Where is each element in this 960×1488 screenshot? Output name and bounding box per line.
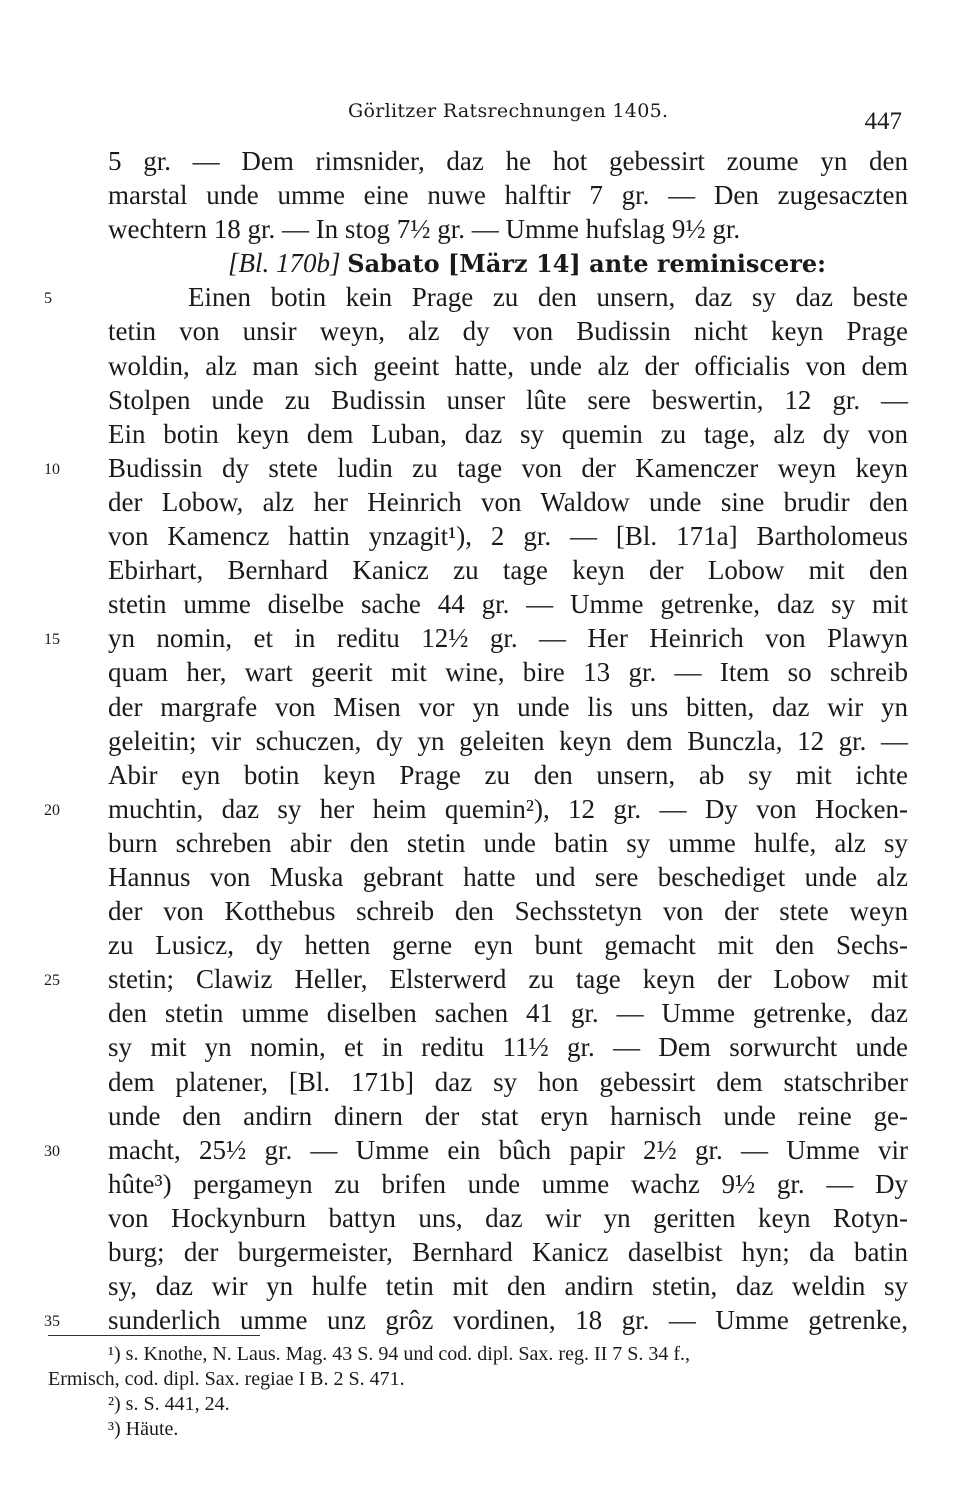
text-line [44, 280, 908, 314]
footnote-line: ¹) s. Knothe, N. Laus. Mag. 43 S. 94 und cod. dipl. Sax. reg. II 7 S. 34 f., [108, 1343, 691, 1365]
text-line [108, 724, 908, 758]
line-number: 30 [44, 1142, 60, 1160]
line-text: muchtin, daz sy her heim quemin²), 12 gr. — Dy von Hocken- [108, 793, 908, 824]
page-header [100, 96, 908, 136]
text-line [108, 485, 908, 519]
text-line [108, 1235, 908, 1269]
line-text: burn schreben abir den stetin unde batin sy umme hulfe, alz sy [108, 827, 908, 858]
line-text: Budissin dy stete ludin zu tage von der Kamenczer weyn keyn [108, 452, 908, 483]
line-text: von Kamencz hattin ynzagit¹), 2 gr. — [Bl. 171a] Bartholomeus [108, 521, 908, 552]
line-text: hûte³) pergameyn zu brifen unde umme wachz 9½ gr. — Dy [108, 1168, 908, 1199]
text-line [44, 1133, 908, 1167]
text-line [108, 1099, 908, 1133]
line-text: Abir eyn botin keyn Prage zu den unsern, ab sy mit ichte [108, 759, 908, 790]
line-number: 15 [44, 631, 60, 649]
line-text: Stolpen unde zu Budissin unser lûte sere beswertin, 12 gr. — [108, 384, 908, 415]
line-text: der margrafe von Misen vor yn unde lis uns bitten, daz wir yn [108, 691, 908, 722]
footnote-rule [48, 1335, 260, 1336]
running-title: Görlitzer Ratsrechnungen 1405. [348, 100, 669, 122]
text-line [44, 792, 908, 826]
line-text: burg; der burgermeister, Bernhard Kanicz daselbist hyn; da batin [108, 1237, 908, 1267]
text-line [108, 655, 908, 689]
text-line [108, 690, 908, 724]
line-text: 5 gr. — Dem rimsnider, daz he hot gebessirt zoume yn den [108, 146, 908, 176]
line-text: den stetin umme diselben sachen 41 gr. — Umme getrenke, daz [108, 998, 908, 1029]
line-number: 35 [44, 1313, 60, 1331]
text-line [44, 962, 908, 996]
footnote-line: Ermisch, cod. dipl. Sax. regiae I B. 2 S. 471. [48, 1368, 405, 1390]
text-line [108, 1201, 908, 1235]
section-heading: Sabato [März 14] ante reminiscere: [347, 249, 827, 279]
folio-reference: [Bl. 170b] [228, 248, 341, 279]
line-text: macht, 25½ gr. — Umme ein bûch papir 2½ gr. — Umme vir [108, 1134, 908, 1165]
line-text: woldin, alz man sich geeint hatte, unde alz der officialis von dem [108, 350, 908, 381]
line-text: geleitin; vir schuczen, dy yn geleiten keyn dem Bunczla, 12 gr. — [108, 725, 908, 756]
line-text: stetin; Clawiz Heller, Elsterwerd zu tage keyn der Lobow mit [108, 964, 908, 995]
line-number: 20 [44, 801, 60, 819]
text-line [108, 826, 908, 860]
line-text: tetin von unsir weyn, alz dy von Budissin nicht keyn Prage [108, 316, 908, 347]
text-line [44, 451, 908, 485]
text-line [108, 314, 908, 348]
line-text: der von Kotthebus schreib den Sechsstetyn von der stete weyn [108, 896, 908, 927]
footnotes [48, 1342, 908, 1442]
line-text: von Hockynburn battyn uns, daz wir yn geritten keyn Rotyn- [108, 1202, 908, 1233]
line-text: quam her, wart geerit mit wine, bire 13 gr. — Item so schreib [108, 657, 908, 688]
text-line [44, 1303, 908, 1337]
text-line [108, 996, 908, 1030]
text-line [108, 144, 908, 178]
text-line [108, 519, 908, 553]
line-text: yn nomin, et in reditu 12½ gr. — Her Heinrich von Plawyn [108, 623, 908, 654]
text-line [44, 621, 908, 655]
text-line [108, 1065, 908, 1099]
line-number: 10 [44, 460, 60, 478]
line-text: wechtern 18 gr. — In stog 7½ gr. — Umme hufslag 9½ gr. [108, 214, 741, 245]
text-line [108, 1030, 908, 1064]
page-number: 447 [864, 108, 902, 135]
text-line [108, 1167, 908, 1201]
text-line [108, 553, 908, 587]
text-line [108, 587, 908, 621]
text-line [108, 246, 908, 280]
text-line [108, 349, 908, 383]
text-line [108, 860, 908, 894]
text-line [108, 212, 908, 246]
line-text: dem platener, [Bl. 171b] daz sy hon gebessirt dem statschriber [108, 1066, 908, 1097]
text-line [108, 1269, 908, 1303]
text-line [108, 894, 908, 928]
line-text: Ein botin keyn dem Luban, daz sy quemin zu tage, alz dy von [108, 418, 908, 449]
line-text: Hannus von Muska gebrant hatte und sere beschediget unde alz [108, 861, 908, 892]
line-text: marstal unde umme eine nuwe halftir 7 gr. — Den zugesaczten [108, 180, 908, 211]
footnote-line: ³) Häute. [108, 1418, 179, 1440]
line-text: stetin umme diselbe sache 44 gr. — Umme getrenke, daz sy mit [108, 589, 908, 620]
line-text: zu Lusicz, dy hetten gerne eyn bunt gemacht mit den Sechs- [108, 930, 908, 961]
line-text: sunderlich umme unz grôz vordinen, 18 gr. — Umme getrenke, [108, 1305, 908, 1336]
line-text: sy mit yn nomin, et in reditu 11½ gr. — Dem sorwurcht unde [108, 1032, 908, 1063]
line-text: unde den andirn dinern der stat eryn harnisch unde reine ge- [108, 1100, 908, 1131]
text-line [108, 383, 908, 417]
line-text: der Lobow, alz her Heinrich von Waldow unde sine brudir den [108, 486, 908, 517]
text-line [108, 178, 908, 212]
line-number: 5 [44, 290, 52, 308]
text-line [108, 758, 908, 792]
text-line [108, 928, 908, 962]
text-line [108, 417, 908, 451]
footnote-line: ²) s. S. 441, 24. [108, 1393, 230, 1415]
line-number: 25 [44, 972, 60, 990]
body-text [44, 144, 908, 1337]
line-text: sy, daz wir yn hulfe tetin mit den andirn stetin, daz weldin sy [108, 1271, 908, 1302]
line-text: Einen botin kein Prage zu den unsern, daz sy daz beste [188, 282, 908, 313]
line-text: Ebirhart, Bernhard Kanicz zu tage keyn der Lobow mit den [108, 555, 908, 586]
